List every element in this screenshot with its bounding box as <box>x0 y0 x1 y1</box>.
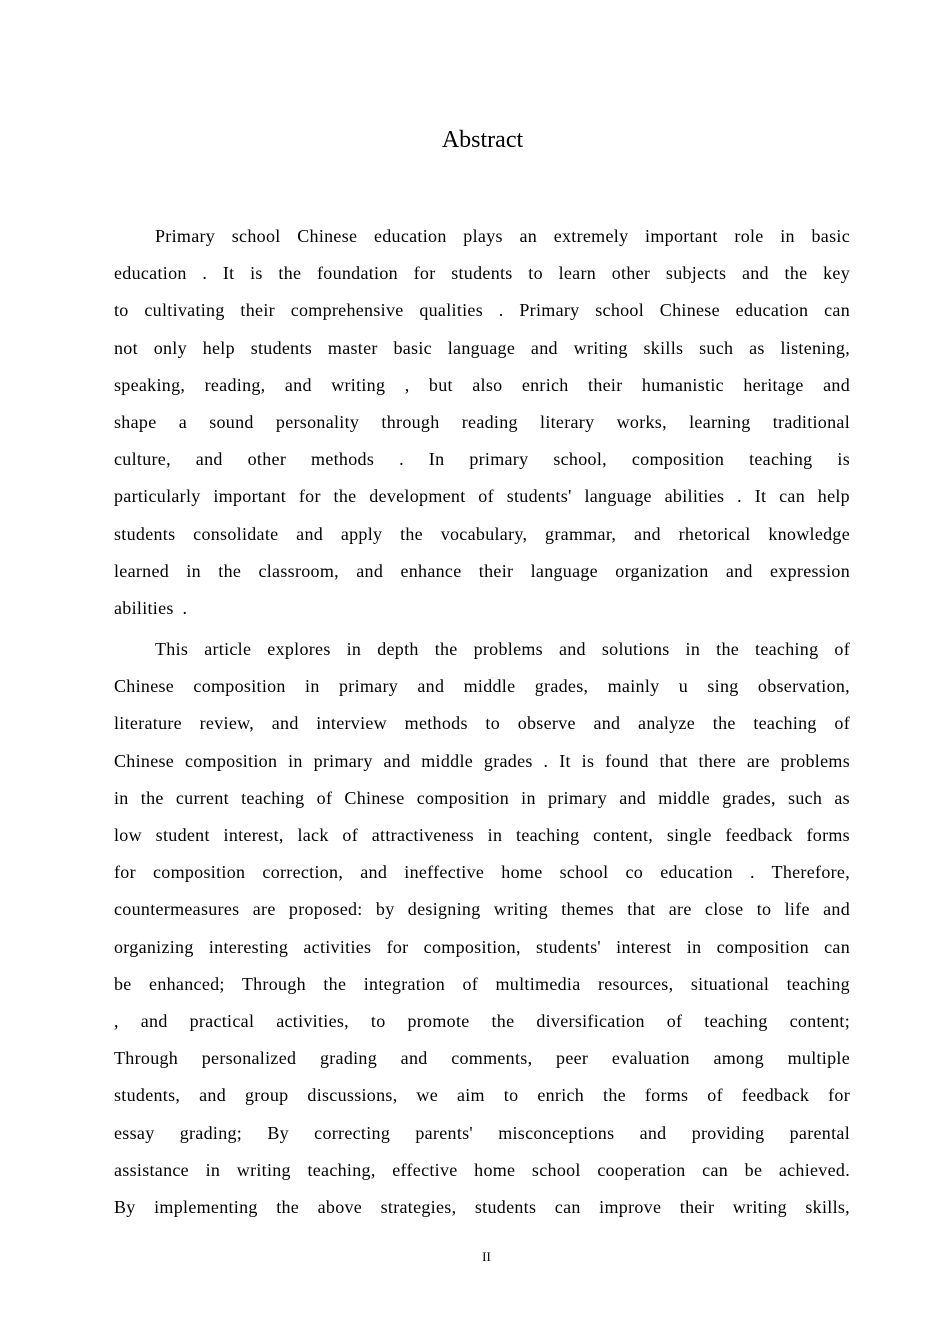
text-line: abilities . <box>114 597 188 618</box>
text-line: organizing interesting activities for composition, students' interest in composition can <box>114 936 850 957</box>
text-line: shape a sound personality through reading literary works, learning traditional <box>114 411 850 432</box>
text-line: learned in the classroom, and enhance their language organization and expression <box>114 560 850 581</box>
text-line: students consolidate and apply the vocabulary, grammar, and rhetorical knowledge <box>114 523 850 544</box>
abstract-body <box>114 218 850 1226</box>
text-line: essay grading; By correcting parents' misconceptions and providing parental <box>114 1122 850 1143</box>
text-line: countermeasures are proposed: by designing writing themes that are close to life and <box>114 899 850 920</box>
text-line: in the current teaching of Chinese composition in primary and middle grades, such as <box>114 787 850 808</box>
text-line: By implementing the above strategies, students can improve their writing skills, <box>114 1196 850 1217</box>
text-line: speaking, reading, and writing , but also enrich their humanistic heritage and <box>114 374 850 395</box>
text-line: , and practical activities, to promote the diversification of teaching content; <box>114 1010 850 1031</box>
text-line: not only help students master basic language and writing skills such as listening, <box>114 337 850 358</box>
text-line: for composition correction, and ineffective home school co education . Therefore, <box>114 862 850 883</box>
text-line: Chinese composition in primary and middle grades . It is found that there are problems <box>114 750 850 771</box>
text-line: Chinese composition in primary and middle grades, mainly u sing observation, <box>114 676 850 697</box>
text-line: to cultivating their comprehensive qualities . Primary school Chinese education can <box>114 300 850 321</box>
text-line: Primary school Chinese education plays an extremely important role in basic <box>155 226 850 246</box>
text-line: students, and group discussions, we aim to enrich the forms of feedback for <box>114 1085 850 1106</box>
text-line: literature review, and interview methods to observe and analyze the teaching of <box>114 713 850 734</box>
text-line: assistance in writing teaching, effective home school cooperation can be achieved. <box>114 1159 850 1180</box>
text-line: Through personalized grading and comments, peer evaluation among multiple <box>114 1048 850 1069</box>
paragraph-2 <box>114 631 850 1226</box>
text-line: education . It is the foundation for students to learn other subjects and the key <box>114 263 850 284</box>
text-line: particularly important for the development of students' language abilities . It can help <box>114 486 850 507</box>
paragraph-1 <box>114 218 850 627</box>
text-line: This article explores in depth the problems and solutions in the teaching of <box>155 639 850 660</box>
abstract-title: Abstract <box>441 127 524 153</box>
text-line: culture, and other methods . In primary school, composition teaching is <box>114 449 850 470</box>
page-number: II <box>482 1249 491 1264</box>
text-line: low student interest, lack of attractiveness in teaching content, single feedback forms <box>114 825 850 845</box>
text-line: be enhanced; Through the integration of multimedia resources, situational teaching <box>114 973 850 994</box>
